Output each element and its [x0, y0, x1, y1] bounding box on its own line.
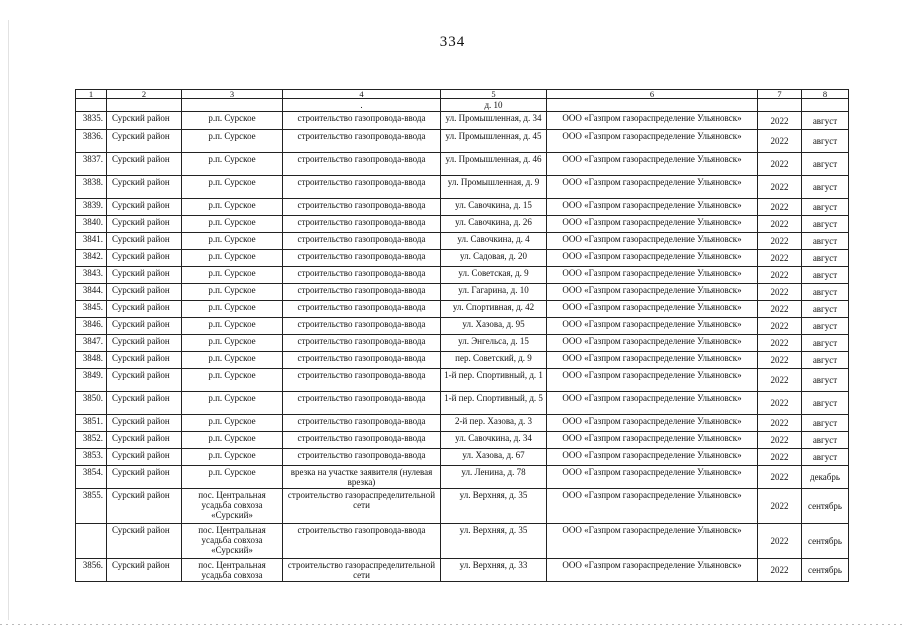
cell-settlement: р.п. Сурское [182, 369, 283, 392]
cell-organization: ООО «Газпром газораспределение Ульяновск» [547, 335, 758, 352]
cell-organization: ООО «Газпром газораспределение Ульяновск» [547, 176, 758, 199]
scan-bottom-rule [0, 624, 905, 625]
cell-number: 3836. [76, 130, 107, 153]
cell-year: 2022 [758, 369, 802, 392]
cell-month [802, 99, 849, 112]
cell-number: 3856. [76, 559, 107, 582]
cell-organization: ООО «Газпром газораспределение Ульяновск» [547, 318, 758, 335]
cell-organization: ООО «Газпром газораспределение Ульяновск» [547, 199, 758, 216]
cell-year: 2022 [758, 432, 802, 449]
register-table-wrap [75, 89, 848, 582]
cell-number: 3843. [76, 267, 107, 284]
cell-work-type: строительство газопровода-ввода [283, 524, 441, 559]
cell-address: ул. Хазова, д. 67 [441, 449, 547, 466]
cell-work-type: строительство газораспределительной сети [283, 489, 441, 524]
cell-settlement: р.п. Сурское [182, 153, 283, 176]
cell-year: 2022 [758, 318, 802, 335]
cell-district: Сурский район [107, 284, 182, 301]
cell-settlement: пос. Центральная усадьба совхоза [182, 559, 283, 582]
cell-organization: ООО «Газпром газораспределение Ульяновск» [547, 267, 758, 284]
cell-district: Сурский район [107, 466, 182, 489]
cell-address: ул. Промышленная, д. 9 [441, 176, 547, 199]
cell-month: август [802, 233, 849, 250]
cell-district: Сурский район [107, 449, 182, 466]
table-row [76, 267, 849, 284]
cell-organization: ООО «Газпром газораспределение Ульяновск» [547, 284, 758, 301]
column-header: 4 [283, 90, 441, 99]
cell-address: ул. Верхняя, д. 33 [441, 559, 547, 582]
cell-settlement: р.п. Сурское [182, 250, 283, 267]
cell-year: 2022 [758, 335, 802, 352]
cell-settlement: р.п. Сурское [182, 130, 283, 153]
cell-organization: ООО «Газпром газораспределение Ульяновск» [547, 415, 758, 432]
cell-month: август [802, 130, 849, 153]
cell-month: август [802, 318, 849, 335]
cell-year: 2022 [758, 176, 802, 199]
cell-address: пер. Советский, д. 9 [441, 352, 547, 369]
cell-settlement: р.п. Сурское [182, 392, 283, 415]
column-header: 2 [107, 90, 182, 99]
cell-district: Сурский район [107, 176, 182, 199]
cell-work-type: строительство газопровода-ввода [283, 267, 441, 284]
cell-organization: ООО «Газпром газораспределение Ульяновск» [547, 153, 758, 176]
cell-address: 1-й пер. Спортивный, д. 1 [441, 369, 547, 392]
cell-work-type: . [283, 99, 441, 112]
cell-address: ул. Спортивная, д. 42 [441, 301, 547, 318]
cell-month: август [802, 112, 849, 130]
cell-address: ул. Энгельса, д. 15 [441, 335, 547, 352]
table-row [76, 524, 849, 559]
cell-organization: ООО «Газпром газораспределение Ульяновск» [547, 559, 758, 582]
cell-district: Сурский район [107, 250, 182, 267]
cell-work-type: строительство газопровода-ввода [283, 301, 441, 318]
cell-work-type: врезка на участке заявителя (нулевая врезка) [283, 466, 441, 489]
table-row [76, 284, 849, 301]
table-row [76, 250, 849, 267]
table-row [76, 466, 849, 489]
cell-settlement: р.п. Сурское [182, 199, 283, 216]
column-header: 1 [76, 90, 107, 99]
cell-work-type: строительство газопровода-ввода [283, 335, 441, 352]
cell-year [758, 99, 802, 112]
cell-year: 2022 [758, 112, 802, 130]
cell-month: сентябрь [802, 524, 849, 559]
cell-work-type: строительство газопровода-ввода [283, 233, 441, 250]
cell-district: Сурский район [107, 233, 182, 250]
table-row [76, 432, 849, 449]
cell-number [76, 524, 107, 559]
cell-district: Сурский район [107, 335, 182, 352]
cell-month: сентябрь [802, 559, 849, 582]
table-row [76, 112, 849, 130]
cell-work-type: строительство газопровода-ввода [283, 176, 441, 199]
cell-year: 2022 [758, 449, 802, 466]
cell-organization: ООО «Газпром газораспределение Ульяновск» [547, 301, 758, 318]
cell-year: 2022 [758, 267, 802, 284]
cell-address: ул. Хазова, д. 95 [441, 318, 547, 335]
table-row [76, 335, 849, 352]
column-header: 6 [547, 90, 758, 99]
page-number: 334 [439, 34, 466, 50]
cell-district: Сурский район [107, 318, 182, 335]
table-row [76, 318, 849, 335]
continuation-row [76, 99, 849, 112]
cell-organization: ООО «Газпром газораспределение Ульяновск» [547, 524, 758, 559]
cell-month: декабрь [802, 466, 849, 489]
cell-settlement: р.п. Сурское [182, 432, 283, 449]
cell-number: 3842. [76, 250, 107, 267]
table-row [76, 233, 849, 250]
cell-address: ул. Садовая, д. 20 [441, 250, 547, 267]
cell-district: Сурский район [107, 112, 182, 130]
cell-district: Сурский район [107, 352, 182, 369]
table-row [76, 153, 849, 176]
cell-number: 3837. [76, 153, 107, 176]
cell-number: 3846. [76, 318, 107, 335]
cell-work-type: строительство газопровода-ввода [283, 284, 441, 301]
cell-number: 3848. [76, 352, 107, 369]
cell-address: ул. Савочкина, д. 4 [441, 233, 547, 250]
cell-month: август [802, 449, 849, 466]
table-row [76, 199, 849, 216]
cell-year: 2022 [758, 415, 802, 432]
cell-month: август [802, 369, 849, 392]
cell-work-type: строительство газопровода-ввода [283, 318, 441, 335]
cell-organization: ООО «Газпром газораспределение Ульяновск» [547, 369, 758, 392]
table-row [76, 176, 849, 199]
column-header: 3 [182, 90, 283, 99]
cell-number: 3841. [76, 233, 107, 250]
cell-address: ул. Промышленная, д. 34 [441, 112, 547, 130]
cell-organization: ООО «Газпром газораспределение Ульяновск» [547, 392, 758, 415]
cell-number: 3853. [76, 449, 107, 466]
cell-number: 3850. [76, 392, 107, 415]
table-row [76, 449, 849, 466]
table-row [76, 559, 849, 582]
cell-number: 3838. [76, 176, 107, 199]
cell-number: 3844. [76, 284, 107, 301]
cell-address: ул. Промышленная, д. 46 [441, 153, 547, 176]
cell-settlement: р.п. Сурское [182, 335, 283, 352]
cell-year: 2022 [758, 233, 802, 250]
cell-district: Сурский район [107, 432, 182, 449]
cell-address: ул. Савочкина, д. 26 [441, 216, 547, 233]
cell-month: август [802, 153, 849, 176]
cell-number: 3849. [76, 369, 107, 392]
cell-district: Сурский район [107, 267, 182, 284]
register-table [75, 89, 849, 582]
cell-number: 3845. [76, 301, 107, 318]
table-row [76, 216, 849, 233]
table-row [76, 489, 849, 524]
column-header: 5 [441, 90, 547, 99]
cell-work-type: строительство газопровода-ввода [283, 199, 441, 216]
cell-settlement: р.п. Сурское [182, 267, 283, 284]
cell-work-type: строительство газопровода-ввода [283, 352, 441, 369]
cell-number: 3855. [76, 489, 107, 524]
table-row [76, 369, 849, 392]
cell-work-type: строительство газопровода-ввода [283, 216, 441, 233]
cell-month: август [802, 392, 849, 415]
cell-organization: ООО «Газпром газораспределение Ульяновск» [547, 233, 758, 250]
cell-district: Сурский район [107, 301, 182, 318]
cell-organization: ООО «Газпром газораспределение Ульяновск» [547, 130, 758, 153]
cell-organization: ООО «Газпром газораспределение Ульяновск» [547, 112, 758, 130]
cell-year: 2022 [758, 524, 802, 559]
cell-district: Сурский район [107, 489, 182, 524]
cell-settlement: р.п. Сурское [182, 233, 283, 250]
cell-address: 2-й пер. Хазова, д. 3 [441, 415, 547, 432]
cell-settlement: р.п. Сурское [182, 301, 283, 318]
cell-settlement: р.п. Сурское [182, 415, 283, 432]
cell-district: Сурский район [107, 559, 182, 582]
cell-district [107, 99, 182, 112]
cell-district: Сурский район [107, 415, 182, 432]
cell-settlement [182, 99, 283, 112]
cell-work-type: строительство газопровода-ввода [283, 112, 441, 130]
cell-organization: ООО «Газпром газораспределение Ульяновск» [547, 352, 758, 369]
cell-work-type: строительство газопровода-ввода [283, 250, 441, 267]
table-row [76, 352, 849, 369]
cell-settlement: р.п. Сурское [182, 112, 283, 130]
column-header: 8 [802, 90, 849, 99]
cell-year: 2022 [758, 352, 802, 369]
cell-year: 2022 [758, 559, 802, 582]
cell-address: ул. Савочкина, д. 15 [441, 199, 547, 216]
cell-year: 2022 [758, 216, 802, 233]
cell-month: август [802, 176, 849, 199]
cell-year: 2022 [758, 250, 802, 267]
cell-work-type: строительство газопровода-ввода [283, 392, 441, 415]
cell-district: Сурский район [107, 199, 182, 216]
cell-organization: ООО «Газпром газораспределение Ульяновск» [547, 432, 758, 449]
cell-month: август [802, 267, 849, 284]
column-header: 7 [758, 90, 802, 99]
cell-work-type: строительство газопровода-ввода [283, 432, 441, 449]
cell-district: Сурский район [107, 369, 182, 392]
cell-month: август [802, 352, 849, 369]
cell-settlement: пос. Центральная усадьба совхоза «Сурский» [182, 524, 283, 559]
cell-month: август [802, 284, 849, 301]
cell-organization: ООО «Газпром газораспределение Ульяновск» [547, 489, 758, 524]
cell-district: Сурский район [107, 392, 182, 415]
cell-work-type: строительство газопровода-ввода [283, 153, 441, 176]
cell-month: август [802, 250, 849, 267]
cell-work-type: строительство газопровода-ввода [283, 415, 441, 432]
cell-address: ул. Савочкина, д. 34 [441, 432, 547, 449]
cell-address: ул. Ленина, д. 78 [441, 466, 547, 489]
cell-year: 2022 [758, 466, 802, 489]
cell-address: ул. Промышленная, д. 45 [441, 130, 547, 153]
cell-organization: ООО «Газпром газораспределение Ульяновск» [547, 250, 758, 267]
scan-edge [8, 20, 9, 620]
cell-district: Сурский район [107, 130, 182, 153]
cell-settlement: р.п. Сурское [182, 449, 283, 466]
cell-month: август [802, 199, 849, 216]
cell-year: 2022 [758, 392, 802, 415]
cell-number: 3851. [76, 415, 107, 432]
cell-month: август [802, 432, 849, 449]
cell-organization: ООО «Газпром газораспределение Ульяновск» [547, 449, 758, 466]
cell-number [76, 99, 107, 112]
cell-year: 2022 [758, 489, 802, 524]
table-row [76, 130, 849, 153]
cell-number: 3852. [76, 432, 107, 449]
cell-organization: ООО «Газпром газораспределение Ульяновск» [547, 466, 758, 489]
cell-year: 2022 [758, 130, 802, 153]
cell-settlement: р.п. Сурское [182, 176, 283, 199]
cell-district: Сурский район [107, 153, 182, 176]
table-row [76, 301, 849, 318]
cell-year: 2022 [758, 284, 802, 301]
cell-address: ул. Верхняя, д. 35 [441, 524, 547, 559]
cell-month: август [802, 335, 849, 352]
cell-address: д. 10 [441, 99, 547, 112]
table-row [76, 415, 849, 432]
cell-month: август [802, 216, 849, 233]
cell-month: август [802, 415, 849, 432]
cell-district: Сурский район [107, 216, 182, 233]
cell-month: сентябрь [802, 489, 849, 524]
cell-work-type: строительство газораспределительной сети [283, 559, 441, 582]
cell-year: 2022 [758, 153, 802, 176]
cell-number: 3840. [76, 216, 107, 233]
cell-settlement: р.п. Сурское [182, 352, 283, 369]
cell-year: 2022 [758, 301, 802, 318]
cell-number: 3847. [76, 335, 107, 352]
cell-address: ул. Верхняя, д. 35 [441, 489, 547, 524]
cell-number: 3839. [76, 199, 107, 216]
cell-work-type: строительство газопровода-ввода [283, 369, 441, 392]
cell-work-type: строительство газопровода-ввода [283, 449, 441, 466]
cell-number: 3835. [76, 112, 107, 130]
cell-settlement: р.п. Сурское [182, 284, 283, 301]
cell-address: 1-й пер. Спортивный, д. 5 [441, 392, 547, 415]
cell-organization [547, 99, 758, 112]
cell-number: 3854. [76, 466, 107, 489]
cell-settlement: р.п. Сурское [182, 318, 283, 335]
cell-month: август [802, 301, 849, 318]
cell-organization: ООО «Газпром газораспределение Ульяновск» [547, 216, 758, 233]
table-row [76, 392, 849, 415]
cell-year: 2022 [758, 199, 802, 216]
cell-settlement: р.п. Сурское [182, 216, 283, 233]
cell-work-type: строительство газопровода-ввода [283, 130, 441, 153]
cell-address: ул. Советская, д. 9 [441, 267, 547, 284]
cell-address: ул. Гагарина, д. 10 [441, 284, 547, 301]
cell-settlement: пос. Центральная усадьба совхоза «Сурский» [182, 489, 283, 524]
cell-district: Сурский район [107, 524, 182, 559]
cell-settlement: р.п. Сурское [182, 466, 283, 489]
header-row [76, 90, 849, 99]
